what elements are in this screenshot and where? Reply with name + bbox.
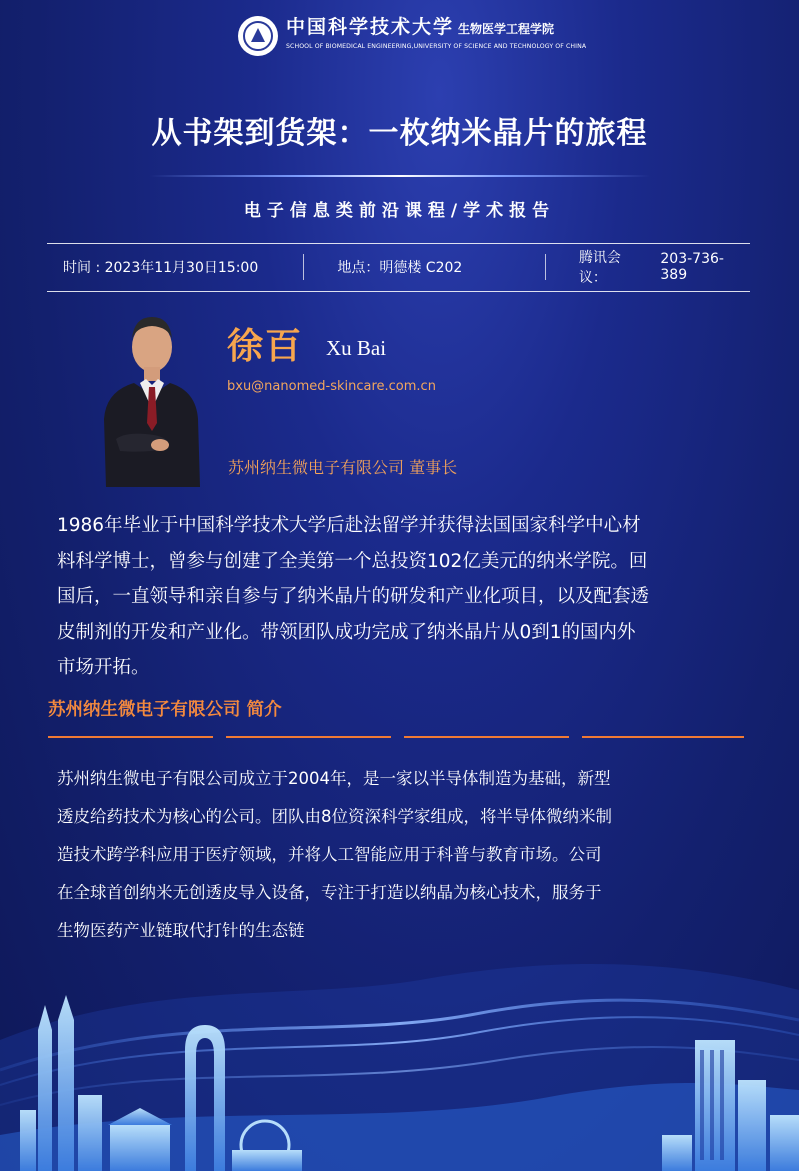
university-seal-icon <box>238 16 278 56</box>
intro-divider-segment <box>582 736 744 738</box>
bio-line: 皮制剂的开发和产业化。带领团队成功完成了纳米晶片从0到1的国内外 <box>57 621 636 643</box>
event-place: 地点：明德楼 C202 <box>337 260 463 276</box>
bio-line: 料科学博士，曾参与创建了全美第一个总投资102亿美元的纳米学院。回 <box>57 550 648 572</box>
intro-line: 造技术跨学科应用于医疗领域，并将人工智能应用于科普与教育市场。公司 <box>57 845 602 864</box>
meeting-cell <box>546 247 750 287</box>
school-name-block <box>286 16 586 50</box>
speaker-name-en: Xu Bai <box>326 336 387 360</box>
meeting-label: 腾讯会议： <box>578 250 621 286</box>
event-time: 时间 : 2023年11月30日15:00 <box>63 260 259 276</box>
intro-line: 生物医药产业链取代打针的生态链 <box>57 921 305 940</box>
city-skyline-decoration <box>0 920 799 1171</box>
school-name-cn <box>286 16 586 40</box>
university-name: 中国科学技术大学 <box>286 16 455 38</box>
speaker-email[interactable]: bxu@nanomed-skincare.com.cn <box>227 379 436 394</box>
intro-divider-segment <box>226 736 391 738</box>
course-subtitle: 电子信息类前沿课程/学术报告 <box>243 201 556 221</box>
speaker-name-cn: 徐百 <box>227 326 304 367</box>
school-logo <box>238 16 586 56</box>
time-cell <box>47 257 303 277</box>
school-name-en: SCHOOL OF BIOMEDICAL ENGINEERING,UNIVERSITY OF SCIENCE AND TECHNOLOGY OF CHINA <box>286 43 587 50</box>
place-cell <box>304 257 545 277</box>
bio-line: 国后，一直领导和亲自参与了纳米晶片的研发和产业化项目，以及配套透 <box>57 586 650 607</box>
title-glow-line <box>150 175 650 177</box>
info-top-rule <box>47 243 750 244</box>
event-info-bar <box>47 250 750 286</box>
intro-line: 在全球首创纳米无创透皮导入设备，专注于打造以纳晶为核心技术，服务于 <box>57 883 602 902</box>
company-intro-heading: 苏州纳生微电子有限公司 简介 <box>48 700 282 720</box>
intro-line: 苏州纳生微电子有限公司成立于2004年，是一家以半导体制造为基础，新型 <box>57 769 611 788</box>
bio-line: 市场开拓。 <box>57 657 150 678</box>
speaker-company-role: 苏州纳生微电子有限公司 董事长 <box>228 458 458 477</box>
info-bottom-rule <box>47 291 750 292</box>
intro-divider-segment <box>404 736 569 738</box>
talk-title: 从书架到货架：一枚纳米晶片的旅程 <box>151 116 648 151</box>
intro-line: 透皮给药技术为核心的公司。团队由8位资深科学家组成，将半导体微纳米制 <box>57 807 612 826</box>
bio-line: 1986年毕业于中国科学技术大学后赴法留学并获得法国国家科学中心材 <box>57 515 641 536</box>
speaker-bio <box>57 508 757 686</box>
intro-divider-segment <box>48 736 213 738</box>
school-name-sub: 生物医学工程学院 <box>458 22 555 36</box>
meeting-id: 203-736-389 <box>660 251 724 283</box>
speaker-photo <box>96 299 204 487</box>
